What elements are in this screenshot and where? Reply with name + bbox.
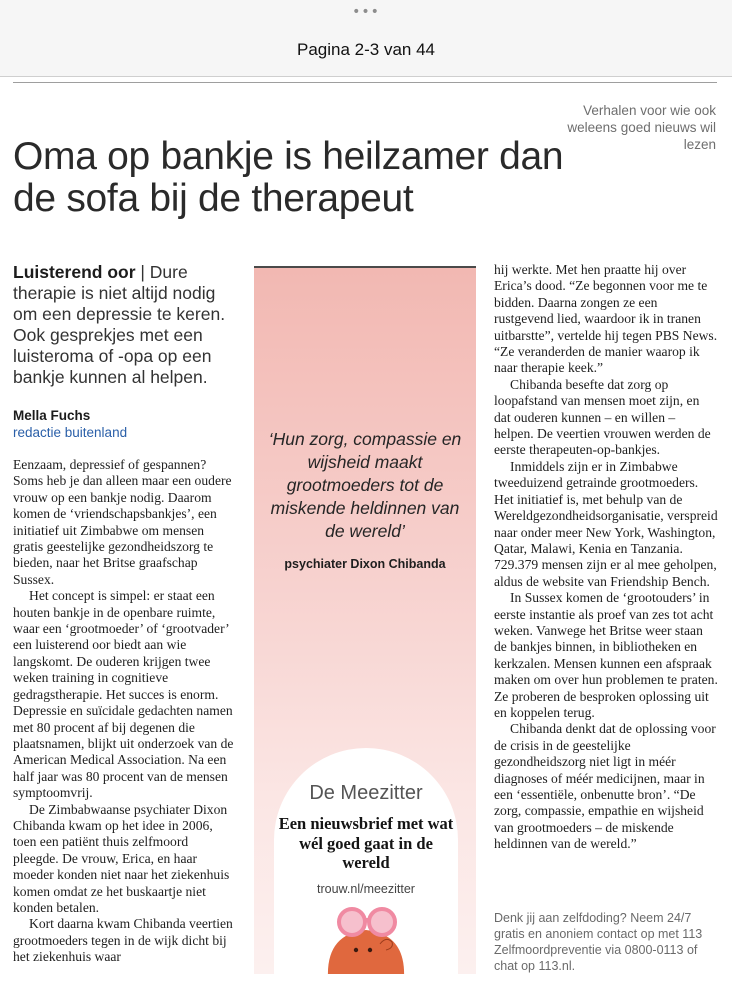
page-indicator: Pagina 2-3 van 44 — [297, 40, 435, 59]
body-column-right — [494, 262, 718, 853]
mascot-eye — [368, 948, 372, 952]
mascot-illustration-icon — [316, 898, 416, 974]
pullquote-box — [254, 266, 476, 974]
mascot-body — [328, 930, 404, 974]
mascot-eye — [354, 948, 358, 952]
body-paragraph: Kort daarna kwam Chibanda veertien grootmoeders tegen in de wijk dicht bij het ziekenhuis waar — [13, 916, 233, 965]
body-paragraph: De Zimbabwaanse psychiater Dixon Chibanda kwam op het idee in 2006, toen een patiënt thuis zelfmoord pleegde. De vrouw, Erica, en haar moeder konden niet naar het ziekenhuis komen omdat ze het buskaartje niet konden betalen. — [13, 801, 230, 915]
body-column-left — [13, 457, 235, 966]
body-paragraph: Chibanda besefte dat zorg op loopafstand van mensen moet zijn, en dat ouderen kunnen – en willen – helpen. De veertien vrouwen werden de eerste therapeuten-op-bankjes. — [494, 376, 711, 458]
body-paragraph: Chibanda denkt dat de oplossing voor de crisis in de geestelijke gezondheidszorg niet ligt in méér diagnoses of méér medicijnen, maar in een ‘essentiële, onbenutte bron’. “De zorg, compassie, empathie en wijsheid van grootmoeders – de miskende heldinnen van de wereld.” — [494, 721, 716, 852]
more-options-icon[interactable]: ••• — [352, 4, 380, 20]
header-rule — [13, 82, 717, 83]
body-paragraph: Het concept is simpel: er staat een houten bankje in de openbare ruimte, waar een ‘grootmoeder’ of ‘grootvader’ een luisterend oor biedt aan wie langskomt. De ouderen krijgen twee weken training in cognitieve gedragstherapie. Het succes is enorm. Depressie en suïcidale gedachten namen met 80 procent af bij degenen die plaatsnamen, blijkt uit onderzoek van de American Medical Association. Na een half jaar was 80 procent van de mensen symptoomvrij. — [13, 588, 234, 801]
reader-top-bar — [0, 0, 732, 77]
body-paragraph: Eenzaam, depressief of gespannen? Soms heb je dan alleen maar een oudere vrouw op een bankje nodig. Daarom komen de ‘vriendschapsbankjes’, een initiatief uit Zimbabwe om mensen gratis geestelijke gezondheidszorg te bieden, naar het Britse graafschap Sussex. — [13, 457, 232, 587]
body-paragraph: hij werkte. Met hen praatte hij over Erica’s dood. “Ze begonnen voor me te bidden. Daarna zongen ze een rustgevend lied, waardoor ik in tranen uitbarstte”, vertelde hij tegen PBS News. “Ze veranderden de manier waarop ik naar therapie keek.” — [494, 262, 718, 376]
article-intro — [13, 262, 238, 388]
body-paragraph: In Sussex komen de ‘grootouders’ in eerste instantie als proef van zes tot acht weken. Vanwege het Britse weer staan de bankjes binnen, in bibliotheken en kerkzalen. Mensen kunnen een afspraak maken om over hun problemen te praten. Ze proberen de besproken oplossing uit en koppelen terug. — [494, 590, 718, 720]
intro-label: Luisterend oor — [13, 262, 136, 282]
advert-title: Een nieuwsbrief met wat wél goed gaat in de wereld — [278, 814, 454, 872]
glasses-lens-left — [339, 909, 365, 935]
body-paragraph: Inmiddels zijn er in Zimbabwe tweeduizend getrainde grootmoeders. Het initiatief is, met behulp van de Wereldgezondheidsorganisatie, verspreid naar onder meer New York, Washington, Qatar, Malawi, Kenia en Tanzania. 729.379 mensen zijn er al mee geholpen, aldus de website van Friendship Bench. — [494, 458, 718, 589]
author-department: redactie buitenland — [13, 425, 128, 440]
advert-link[interactable]: trouw.nl/meezitter — [317, 882, 415, 896]
intro-text: Dure therapie is niet altijd nodig om een depressie te keren. Ook gesprekjes met een luisteroma of -opa op een bankje kunnen al helpen. — [13, 262, 226, 387]
section-tagline: Verhalen voor wie ook weleens goed nieuws wil lezen — [567, 103, 716, 152]
newsletter-advert[interactable] — [274, 748, 458, 974]
advert-brand: De Meezitter — [309, 782, 423, 804]
helpline-note: Denk jij aan zelfdoding? Neem 24/7 gratis en anoniem contact op met 113 Zelfmoordpreventie via 0800-0113 of chat op 113.nl. — [494, 911, 703, 973]
intro-separator: | — [135, 262, 150, 282]
author-name: Mella Fuchs — [13, 408, 91, 423]
glasses-lens-right — [369, 909, 395, 935]
pullquote-source: psychiater Dixon Chibanda — [284, 557, 446, 571]
article-headline: Oma op bankje is heilzamer dan de sofa bij de therapeut — [13, 135, 564, 220]
pullquote-text: ‘Hun zorg, compassie en wijsheid maakt grootmoeders tot de miskende heldinnen van de wereld’ — [268, 429, 462, 541]
